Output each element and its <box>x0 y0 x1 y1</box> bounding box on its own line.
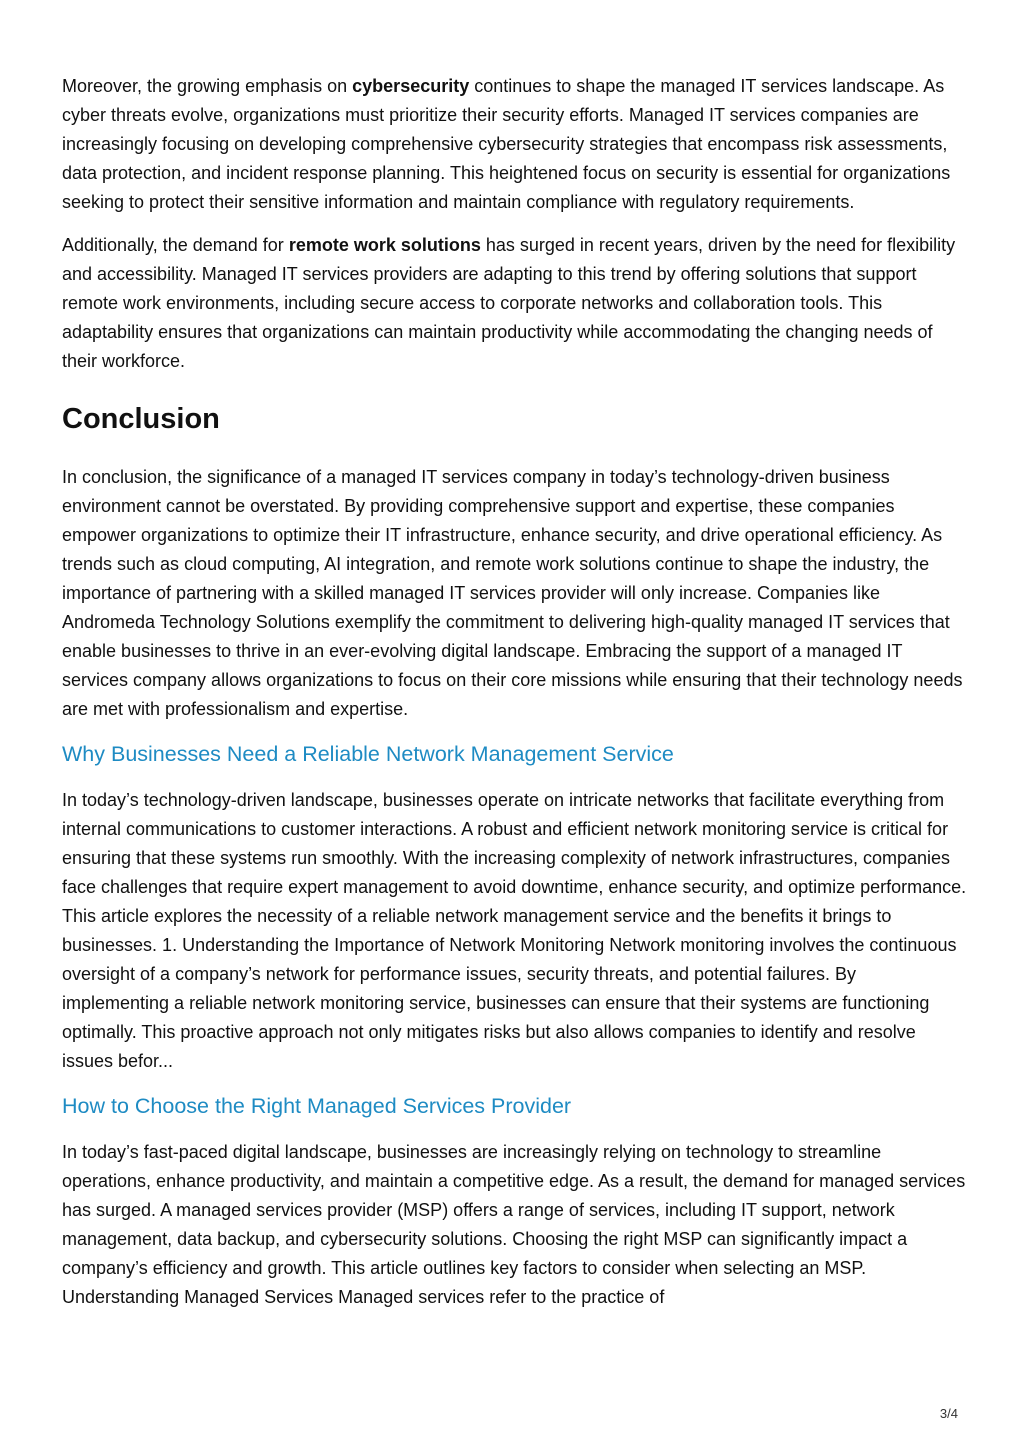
related-article-link[interactable]: How to Choose the Right Managed Services Provider <box>62 1094 572 1118</box>
bold-term: cybersecurity <box>352 76 470 96</box>
related-article-excerpt: In today’s technology-driven landscape, businesses operate on intricate networks that facilitate everything from internal communications to customer interactions. A robust and efficient network monitoring service is critical for ensuring that these systems run smoothly. With the increasing complexity of network infrastructures, companies face challenges that require expert management to avoid downtime, enhance security, and optimize performance. This article explores the necessity of a reliable network management service and the benefits it brings to businesses. 1. Understanding the Importance of Network Monitoring Network monitoring involves the continuous oversight of a company’s network for performance issues, security threats, and potential failures. By implementing a reliable network monitoring service, businesses can ensure that their systems are functioning optimally. This proactive approach not only mitigates risks but also allows companies to identify and resolve issues befor... <box>62 790 967 1071</box>
text-run: Moreover, the growing emphasis on <box>62 76 353 96</box>
paragraph-remote-work <box>62 231 967 376</box>
related-article-title[interactable] <box>62 740 967 768</box>
page-number: 3/4 <box>939 1406 958 1421</box>
paragraph-cybersecurity <box>62 72 967 217</box>
related-article-excerpt: In today’s fast-paced digital landscape, businesses are increasingly relying on technology to streamline operations, enhance productivity, and maintain a competitive edge. As a result, the demand for managed services has surged. A managed services provider (MSP) offers a range of services, including IT support, network management, data backup, and cybersecurity solutions. Choosing the right MSP can significantly impact a company’s efficiency and growth. This article outlines key factors to consider when selecting an MSP. Understanding Managed Services Managed services refer to the practice of <box>62 1142 971 1307</box>
conclusion-heading: Conclusion <box>62 403 220 435</box>
bold-term: remote work solutions <box>288 235 481 255</box>
conclusion-paragraph: In conclusion, the significance of a managed IT services company in today’s technology-driven business environment cannot be overstated. By providing comprehensive support and expertise, these companies empower organizations to optimize their IT infrastructure, enhance security, and drive operational efficiency. As trends such as cloud computing, AI integration, and remote work solutions continue to shape the industry, the importance of partnering with a skilled managed IT services provider will only increase. Companies like Andromeda Technology Solutions exemplify the commitment to delivering high-quality managed IT services that enable businesses to thrive in an ever-evolving digital landscape. Embracing the support of a managed IT services company allows organizations to focus on their core missions while ensuring that their technology needs are met with professionalism and expertise. <box>62 467 963 719</box>
text-run: Additionally, the demand for <box>62 235 289 255</box>
related-article-link[interactable]: Why Businesses Need a Reliable Network Management Service <box>62 742 674 766</box>
document-page <box>62 72 971 1326</box>
text-run: has surged in recent years, driven by the need for flexibility and accessibility. Managed IT services providers are adapting to this trend by offering solutions that support remote work environments, including secure access to corporate networks and collaboration tools. This adaptability ensures that organizations can maintain productivity while accommodating the changing needs of their workforce. <box>62 235 956 371</box>
text-run: continues to shape the managed IT services landscape. As cyber threats evolve, organizations must prioritize their security efforts. Managed IT services companies are increasingly focusing on developing comprehensive cybersecurity strategies that encompass risk assessments, data protection, and incident response planning. This heightened focus on security is essential for organizations seeking to protect their sensitive information and maintain compliance with regulatory requirements. <box>62 76 951 212</box>
related-article-title[interactable] <box>62 1092 967 1120</box>
